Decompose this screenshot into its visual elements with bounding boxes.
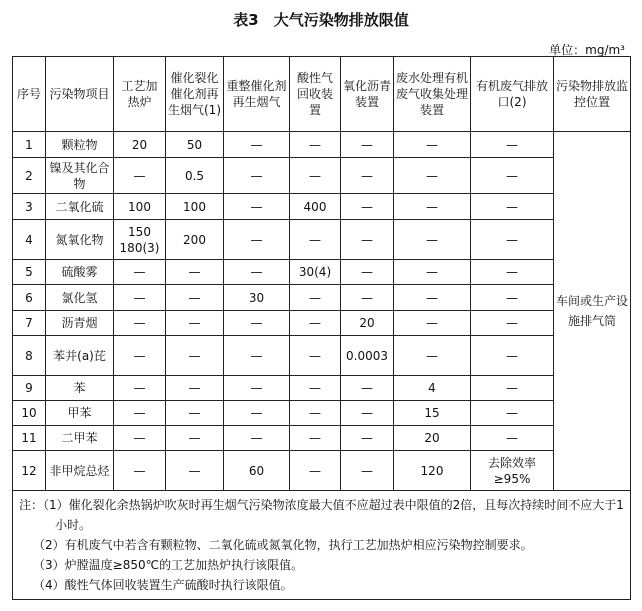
table-row [13, 376, 631, 401]
limit-value-cell: — [341, 376, 394, 401]
limit-value-cell: — [166, 376, 224, 401]
column-header: 催化裂化催化剂再生烟气(1) [166, 57, 224, 132]
limit-value-cell: 120 [394, 451, 471, 491]
monitor-location-cell: 车间或生产设施排气筒 [554, 132, 631, 491]
limit-value-cell: — [471, 285, 554, 311]
pollutant-name-cell: 苯并(a)芘 [46, 336, 114, 376]
limit-value-cell: — [290, 311, 341, 336]
column-header: 有机废气排放口(2) [471, 57, 554, 132]
limit-value-cell: — [224, 132, 290, 158]
limit-value-cell: 150 180(3) [114, 220, 166, 260]
limit-value-cell: 20 [394, 426, 471, 451]
limit-value-cell: — [114, 260, 166, 285]
limit-value-cell: — [114, 311, 166, 336]
limit-value-cell: — [166, 451, 224, 491]
limit-value-cell: 0.5 [166, 158, 224, 194]
row-index-cell: 11 [13, 426, 46, 451]
limit-value-cell: — [471, 426, 554, 451]
column-header: 废水处理有机废气收集处理装置 [394, 57, 471, 132]
limit-value-cell: 400 [290, 194, 341, 220]
limit-value-cell: — [341, 401, 394, 426]
limit-value-cell: — [471, 376, 554, 401]
pollutant-name-cell: 镍及其化合物 [46, 158, 114, 194]
limit-value-cell: — [341, 426, 394, 451]
limit-value-cell: — [166, 260, 224, 285]
column-header: 重整催化剂再生烟气 [224, 57, 290, 132]
table-header [13, 57, 631, 132]
limit-value-cell: 50 [166, 132, 224, 158]
limit-value-cell: 100 [114, 194, 166, 220]
limit-value-cell: — [290, 376, 341, 401]
row-index-cell: 6 [13, 285, 46, 311]
pollutant-name-cell: 硫酸雾 [46, 260, 114, 285]
limit-value-cell: 0.0003 [341, 336, 394, 376]
limit-value-cell: — [471, 401, 554, 426]
note-3: （3）炉膛温度≥850℃的工艺加热炉执行该限值。 [33, 558, 304, 572]
limit-value-cell: — [224, 260, 290, 285]
limit-value-cell: — [166, 426, 224, 451]
row-index-cell: 8 [13, 336, 46, 376]
limit-value-cell: — [290, 132, 341, 158]
limit-value-cell: — [394, 132, 471, 158]
limit-value-cell: — [341, 260, 394, 285]
limit-value-cell: — [341, 451, 394, 491]
table-row [13, 426, 631, 451]
limit-value-cell: 30(4) [290, 260, 341, 285]
limit-value-cell: — [471, 132, 554, 158]
limit-value-cell: — [224, 220, 290, 260]
limit-value-cell: — [394, 194, 471, 220]
unit-label: 单位：mg/m³ [549, 43, 625, 57]
limit-value-cell: — [341, 158, 394, 194]
row-index-cell: 4 [13, 220, 46, 260]
limit-value-cell: 60 [224, 451, 290, 491]
limit-value-cell: 30 [224, 285, 290, 311]
limit-value-cell: — [471, 260, 554, 285]
pollutant-name-cell: 甲苯 [46, 401, 114, 426]
pollutant-name-cell: 沥青烟 [46, 311, 114, 336]
pollutant-name-cell: 二氧化硫 [46, 194, 114, 220]
table-row [13, 260, 631, 285]
header-row [13, 57, 631, 132]
table-row [13, 285, 631, 311]
note-2: （2）有机废气中若含有颗粒物、二氧化硫或氮氧化物，执行工艺加热炉相应污染物控制要求。 [33, 538, 533, 552]
limit-value-cell: — [471, 336, 554, 376]
limit-value-cell: — [166, 401, 224, 426]
column-header: 工艺加热炉 [114, 57, 166, 132]
limit-value-cell: — [394, 260, 471, 285]
limit-value-cell: — [114, 401, 166, 426]
row-index-cell: 5 [13, 260, 46, 285]
limit-value-cell: 200 [166, 220, 224, 260]
row-index-cell: 3 [13, 194, 46, 220]
column-header: 污染物项目 [46, 57, 114, 132]
limit-value-cell: — [394, 311, 471, 336]
limit-value-cell: — [114, 285, 166, 311]
pollutant-name-cell: 颗粒物 [46, 132, 114, 158]
limit-value-cell: — [341, 132, 394, 158]
row-index-cell: 7 [13, 311, 46, 336]
table-row [13, 451, 631, 491]
limit-value-cell: — [224, 311, 290, 336]
limit-value-cell: — [224, 376, 290, 401]
row-index-cell: 9 [13, 376, 46, 401]
pollutant-name-cell: 氮氧化物 [46, 220, 114, 260]
column-header: 序号 [13, 57, 46, 132]
table-row [13, 401, 631, 426]
notes-row [13, 491, 631, 600]
limit-value-cell: — [290, 451, 341, 491]
table-row [13, 158, 631, 194]
limit-value-cell: — [290, 336, 341, 376]
limit-value-cell: — [290, 285, 341, 311]
limit-value-cell: — [224, 336, 290, 376]
limit-value-cell: — [114, 376, 166, 401]
pollutant-name-cell: 非甲烷总烃 [46, 451, 114, 491]
limit-value-cell: — [166, 285, 224, 311]
limit-value-cell: — [166, 336, 224, 376]
limit-value-cell: — [290, 158, 341, 194]
row-index-cell: 10 [13, 401, 46, 426]
table-body [13, 132, 631, 491]
limit-value-cell: — [224, 158, 290, 194]
limit-value-cell: — [166, 311, 224, 336]
limit-value-cell: — [394, 158, 471, 194]
pollutant-name-cell: 二甲苯 [46, 426, 114, 451]
table-title: 表3 大气污染物排放限值 [233, 11, 409, 29]
limit-value-cell: 20 [341, 311, 394, 336]
limit-value-cell: — [471, 220, 554, 260]
table-row [13, 132, 631, 158]
table-row [13, 336, 631, 376]
limit-value-cell: — [224, 401, 290, 426]
row-index-cell: 1 [13, 132, 46, 158]
table-row [13, 311, 631, 336]
emission-limits-table [12, 56, 631, 600]
limit-value-cell: — [394, 220, 471, 260]
limit-value-cell: — [224, 194, 290, 220]
limit-value-cell: — [290, 426, 341, 451]
limit-value-cell: — [290, 401, 341, 426]
note-4: （4）酸性气体回收装置生产硫酸时执行该限值。 [33, 578, 293, 592]
limit-value-cell: — [114, 451, 166, 491]
limit-value-cell: 20 [114, 132, 166, 158]
limit-value-cell: — [394, 336, 471, 376]
limit-value-cell: — [290, 220, 341, 260]
notes-cell [13, 491, 631, 600]
limit-value-cell: — [471, 311, 554, 336]
pollutant-name-cell: 氯化氢 [46, 285, 114, 311]
limit-value-cell: — [341, 285, 394, 311]
row-index-cell: 12 [13, 451, 46, 491]
note-1: 注：（1）催化裂化余热锅炉吹灰时再生烟气污染物浓度最大值不应超过表中限值的2倍，且每次持续时间不应大于1小时。 [19, 498, 624, 532]
column-header: 氧化沥青装置 [341, 57, 394, 132]
limit-value-cell: — [471, 158, 554, 194]
limit-value-cell: — [341, 220, 394, 260]
limit-value-cell: — [341, 194, 394, 220]
limit-value-cell: — [471, 194, 554, 220]
table-row [13, 194, 631, 220]
limit-value-cell: 100 [166, 194, 224, 220]
row-index-cell: 2 [13, 158, 46, 194]
limit-value-cell: — [114, 336, 166, 376]
limit-value-cell: — [394, 285, 471, 311]
limit-value-cell: 15 [394, 401, 471, 426]
limit-value-cell: 去除效率≥95% [471, 451, 554, 491]
table-row [13, 220, 631, 260]
limit-value-cell: — [114, 426, 166, 451]
limit-value-cell: — [114, 158, 166, 194]
limit-value-cell: 4 [394, 376, 471, 401]
limit-value-cell: — [224, 426, 290, 451]
pollutant-name-cell: 苯 [46, 376, 114, 401]
column-header: 酸性气回收装置 [290, 57, 341, 132]
column-header: 污染物排放监控位置 [554, 57, 631, 132]
